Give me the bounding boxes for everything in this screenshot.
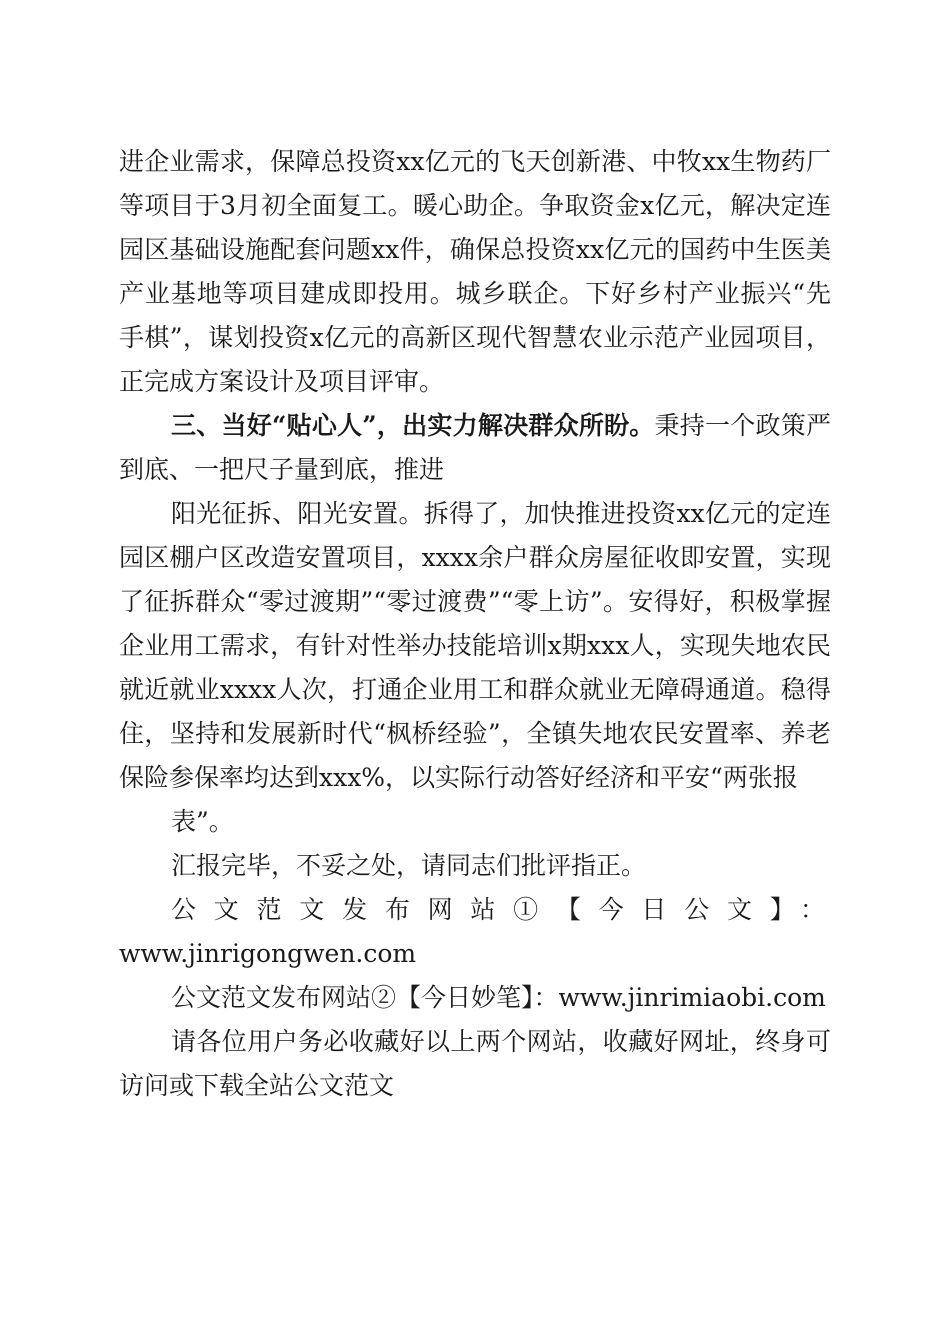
paragraph-closing-fragment: 表”。 xyxy=(171,807,234,836)
section-three-heading: 三、当好“贴心人”，出实力解决群众所盼。 xyxy=(171,411,655,440)
site1-url: www.jinrigongwen.com xyxy=(119,939,417,968)
document-body xyxy=(119,140,831,1108)
bookmark-notice: 请各位用户务必收藏好以上两个网站，收藏好网址，终身可访问或下载全站公文范文 xyxy=(119,1027,831,1100)
paragraph-report-end: 汇报完毕，不妥之处，请同志们批评指正。 xyxy=(171,851,647,880)
paragraph-section-three xyxy=(119,404,831,492)
paragraph-enterprise-services: 进企业需求，保障总投资xx亿元的飞天创新港、中牧xx生物药厂等项目于3月初全面复工。暖心助企。争取资金x亿元，解决定连园区基础设施配套问题xx件，确保总投资xx亿元的国药中生医美产业基地等项目建成即投用。城乡联企。下好乡村产业振兴“先手棋”，谋划投资x亿元的高新区现代智慧农业示范产业园项目，正完成方案设计及项目评审。 xyxy=(119,147,831,396)
paragraph-relocation: 阳光征拆、阳光安置。拆得了，加快推进投资xx亿元的定连园区棚户区改造安置项目，xxxx余户群众房屋征收即安置，实现了征拆群众“零过渡期”“零过渡费”“零上访”。安得好，积极掌握企业用工需求，有针对性举办技能培训x期xxx人，实现失地农民就近就业xxxx人次，打通企业用工和群众就业无障碍通道。稳得住，坚持和发展新时代“枫桥经验”，全镇失地农民安置率、养老保险参保率均达到xxx%，以实际行动答好经济和平安“两张报 xyxy=(119,499,831,792)
section-three-intro: 秉持一个政策严到底、一把尺子量到底，推进 xyxy=(119,411,831,484)
site1-label: 公文范文发布网站①【今日公文】： xyxy=(171,895,831,924)
site2-line: 公文范文发布网站②【今日妙笔】：www.jinrimiaobi.com xyxy=(171,983,826,1012)
